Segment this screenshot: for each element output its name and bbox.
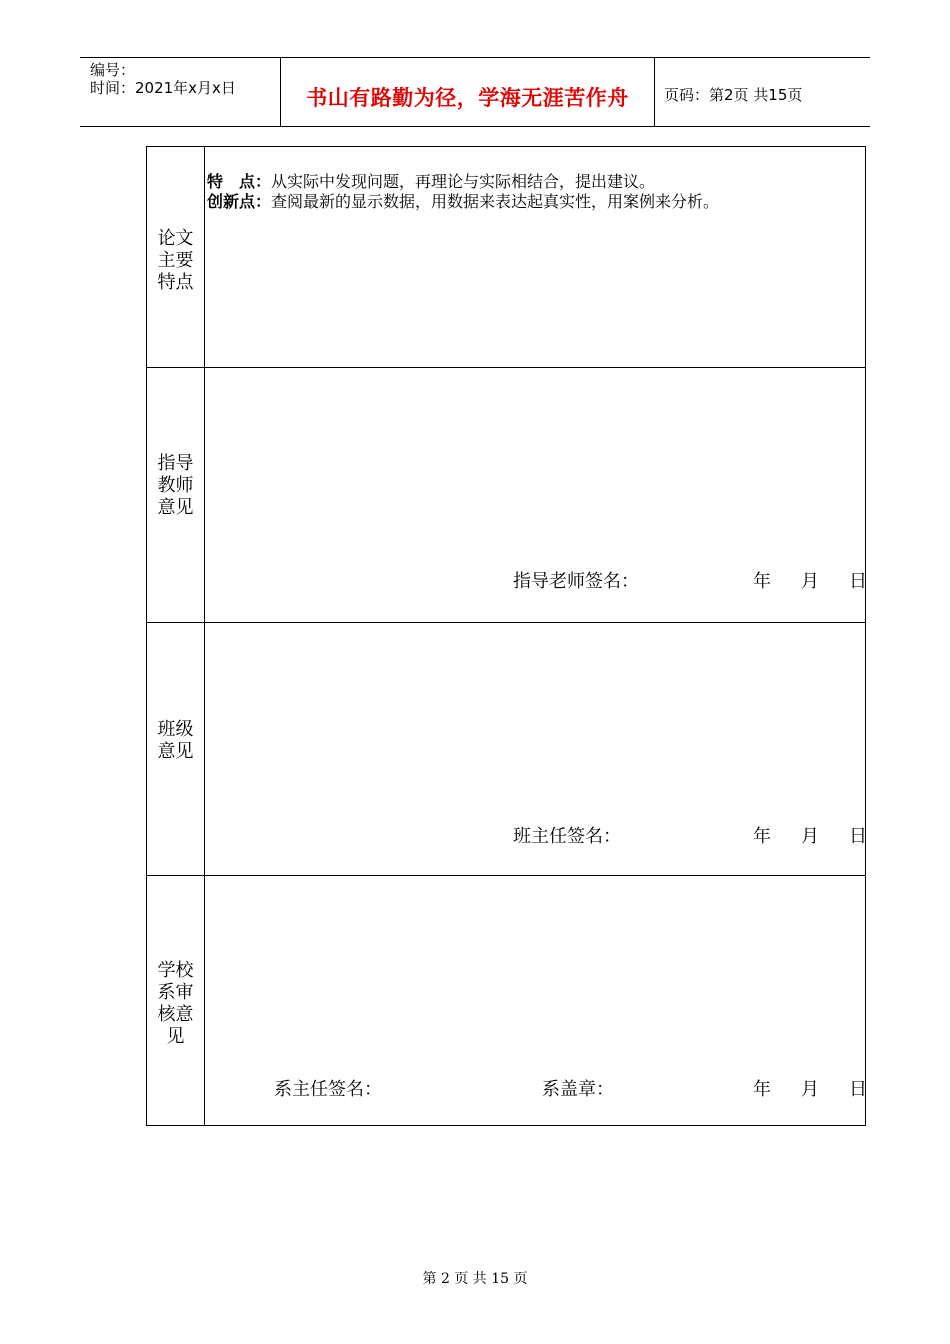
dept-head-signature-label[interactable]: 系主任签名： [274, 1079, 382, 1100]
features-label [147, 228, 204, 294]
class-label [147, 719, 204, 763]
class-year: 年 [753, 826, 771, 847]
column-divider [204, 147, 205, 1125]
dept-stamp-label[interactable]: 系盖章： [542, 1079, 614, 1100]
advisor-year: 年 [753, 571, 771, 592]
label-line: 主要 [157, 250, 194, 271]
innovation-line [207, 192, 719, 212]
header-page-number: 页码：第2页 共15页 [664, 86, 803, 104]
label-line: 论文 [157, 228, 194, 249]
label-line: 学校 [157, 960, 194, 981]
advisor-month: 月 [801, 571, 819, 592]
label-line: 教师 [157, 475, 194, 496]
advisor-day: 日 [849, 571, 867, 592]
row-divider [147, 622, 865, 623]
header-meta [90, 61, 236, 97]
features-content[interactable] [207, 172, 719, 212]
features-line [207, 172, 719, 192]
header-divider [654, 58, 655, 126]
label-line: 核意 [157, 1004, 194, 1025]
label-line: 指导 [157, 453, 194, 474]
features-key: 特 点： [207, 172, 272, 191]
header-motto: 书山有路勤为径，学海无涯苦作舟 [306, 86, 629, 110]
row-divider [147, 875, 865, 876]
school-month: 月 [801, 1079, 819, 1100]
document-date: 时间：2021年x月x日 [90, 79, 236, 97]
innovation-key: 创新点： [207, 192, 272, 211]
class-month: 月 [801, 826, 819, 847]
label-line: 意见 [157, 497, 194, 518]
school-label [147, 960, 204, 1048]
advisor-label [147, 453, 204, 519]
review-form-table [146, 146, 866, 1126]
label-line: 班级 [157, 719, 194, 740]
label-line: 意见 [157, 741, 194, 762]
features-text: 从实际中发现问题，再理论与实际相结合，提出建议。 [271, 172, 656, 191]
document-number: 编号： [90, 61, 136, 79]
school-day: 日 [849, 1079, 867, 1100]
class-signature-label[interactable]: 班主任签名： [513, 826, 621, 847]
school-year: 年 [753, 1079, 771, 1100]
label-line: 见 [166, 1026, 185, 1047]
row-divider [147, 367, 865, 368]
class-day: 日 [849, 826, 867, 847]
page-header [80, 57, 870, 127]
label-line: 特点 [157, 272, 194, 293]
innovation-text: 查阅最新的显示数据，用数据来表达起真实性，用案例来分析。 [271, 192, 720, 211]
label-line: 系审 [157, 982, 194, 1003]
advisor-signature-label[interactable]: 指导老师签名： [513, 571, 639, 592]
page-footer: 第 2 页 共 15 页 [422, 1271, 528, 1287]
